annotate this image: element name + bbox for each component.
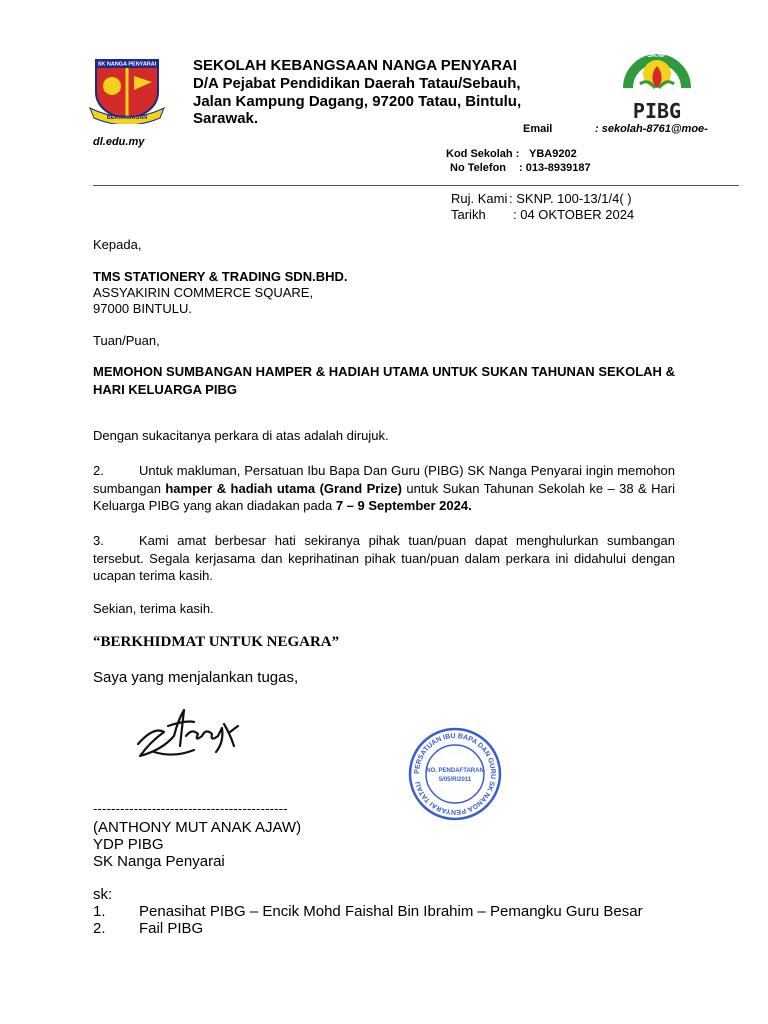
recipient-company: TMS STATIONERY & TRADING SDN.BHD. [93,269,348,284]
school-crest-top-text: SK NANGA PENYARAI [97,61,157,68]
ruj-label: Ruj. Kami [451,191,508,206]
kod-sekolah-label: Kod Sekolah : [446,148,520,160]
ruj-value: : SKNP. 100-13/1/4( ) [509,191,632,206]
stamp-center-line-2: 5/05/R/2011 [438,777,472,783]
recipient-address-2: 97000 BINTULU. [93,301,192,316]
cc-item [93,920,203,937]
motto: “BERKHIDMAT UNTUK NEGARA” [93,634,340,650]
recipient-address-1: ASSYAKIRIN COMMERCE SQUARE, [93,285,314,300]
telefon-value: : 013-8939187 [519,162,591,174]
school-name: SEKOLAH KEBANGSAAN NANGA PENYARAI [193,57,517,74]
kepada: Kepada, [93,237,142,252]
cc-item [93,903,643,920]
pibg-logo-text: PIBG [632,99,682,122]
paragraph-1: Dengan sukacitanya perkara di atas adalah dirujuk. [93,428,389,443]
email-label: Email [523,123,553,135]
school-crest-ribbon-text: BERWAWASAN [106,115,148,121]
tarikh-label: Tarikh [451,207,486,222]
address-line-1: D/A Pejabat Pendidikan Daerah Tatau/Sebauh, [193,75,521,92]
kod-sekolah-value: YBA9202 [529,148,577,160]
signature-line: ------------------------------------------- [93,801,288,816]
telefon-label: No Telefon [450,162,507,174]
paragraph-2-text-d: 7 – 9 September 2024. [335,498,472,513]
paragraph-3 [93,532,675,585]
school-crest-logo [88,52,166,124]
signatory-name: (ANTHONY MUT ANAK AJAW) [93,819,302,836]
paragraph-2-number: 2. [93,463,104,478]
signature [134,706,244,764]
address-line-2: Jalan Kampung Dagang, 97200 Tatau, Bintulu, [193,93,522,110]
address-line-3: Sarawak. [193,110,259,127]
header-divider [93,185,739,186]
pibg-logo [622,44,692,122]
tarikh-value: : 04 OKTOBER 2024 [513,207,635,222]
cc-item-number: 2. [93,920,106,937]
paragraph-3-text: Kami amat berbesar hati sekiranya pihak tuan/puan dapat menghulurkan sumbangan tersebut. Segala kerjasama dan keprihatinan pihak tuan/puan dalam perkara ini didahului dengan ucapan terima kasih. [93,533,675,583]
cc-item-number: 1. [93,903,106,920]
paragraph-2-text-c: untuk Sukan Tahunan Sekolah ke – 38 & Hari Keluarga PIBG yang akan diadakan pada [93,480,675,513]
stamp-center-line-1: NO. PENDAFTARAN [426,768,484,774]
closing: Sekian, terima kasih. [93,601,214,616]
pibg-stamp [408,727,502,821]
cc-item-text: Fail PIBG [139,920,204,937]
stamp-ring-text: PERSATUAN IBU BAPA DAN GURU SK NANGA PENYARAI TATAU [413,732,497,816]
signatory-organisation: SK Nanga Penyarai [93,853,225,870]
paragraph-3-number: 3. [93,533,104,548]
letter-subject: MEMOHON SUMBANGAN HAMPER & HADIAH UTAMA UNTUK SUKAN TAHUNAN SEKOLAH & HARI KELUARGA PIBG [93,364,675,397]
signoff: Saya yang menjalankan tugas, [93,669,299,686]
paragraph-2-text-a: Untuk makluman, Persatuan Ibu Bapa Dan Guru (PIBG) SK Nanga Penyarai ingin memohon sumbangan [93,463,675,496]
greeting: Tuan/Puan, [93,333,160,348]
paragraph-2 [93,462,675,515]
cc-item-text: Penasihat PIBG – Encik Mohd Faishal Bin Ibrahim – Pemangku Guru Besar [139,903,643,920]
email-continued: dl.edu.my [93,136,145,148]
pibg-logo-arc-text: SKNP [647,52,667,59]
cc-label: sk: [93,886,113,903]
signatory-title: YDP PIBG [93,836,164,853]
email-value: : sekolah-8761@moe- [595,123,708,135]
paragraph-2-text-b: hamper & hadiah utama (Grand Prize) [165,480,402,496]
